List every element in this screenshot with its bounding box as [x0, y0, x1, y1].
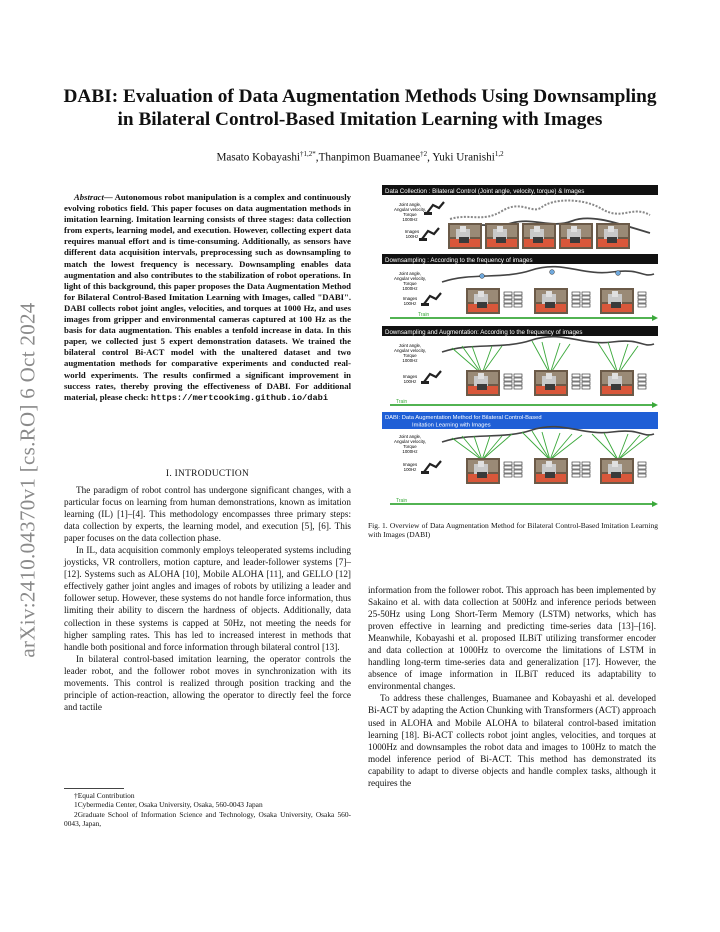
footnote: †Equal Contribution — [74, 791, 135, 800]
svg-text:Angular velocity,: Angular velocity, — [394, 348, 426, 353]
figure-caption: Fig. 1. Overview of Data Augmentation Method for Bilateral Control-Based Imitation Learning with Images (DABI) — [368, 521, 658, 540]
footnotes — [64, 791, 351, 829]
intro-paragraph: In IL, data acquisition commonly employs teleoperated systems including joysticks, VR controllers, motion capture, and leader-follower systems [7]–[12]. Systems such as ALOHA [10], Mobile ALOHA [11], and GELLO [12] effectively gather joint angles and images of robots by utilizing a leader and follower setup. However, these systems do not handle force information, thus limiting their ability to discern the hardness of objects. Additionally, data collection in these systems is capped at 50Hz, not meeting the needs for higher sampling rates. This has led to increased interest in methods that handle both positional and force information through bilateral control [13]. — [64, 545, 351, 652]
svg-text:Images: Images — [402, 296, 418, 301]
footnote-rule — [64, 788, 124, 789]
svg-text:Train: Train — [418, 312, 430, 318]
svg-text:Angular velocity,: Angular velocity, — [394, 276, 426, 281]
svg-text:Images: Images — [404, 229, 420, 234]
svg-text:100Hz: 100Hz — [403, 301, 417, 306]
svg-text:Torque: Torque — [403, 281, 417, 286]
svg-text:Angular velocity,: Angular velocity, — [394, 439, 426, 444]
svg-text:100Hz: 100Hz — [403, 379, 417, 384]
svg-text:Train: Train — [396, 498, 408, 504]
svg-text:100Hz: 100Hz — [405, 234, 419, 239]
svg-text:Torque: Torque — [403, 353, 417, 358]
intro-left-column — [64, 484, 351, 713]
author-line: Masato Kobayashi$^{\dagger 1,2*}$,Thanpimon Buamanee$^{\dagger 2}$, Yuki Uranishi$^{1,2}$ — [216, 150, 504, 164]
footnote: 2Graduate School of Information Science and Technology, Osaka University, Osaka 560-0043, Japan, — [64, 809, 351, 829]
svg-text:Joint angle,: Joint angle, — [398, 202, 422, 207]
panel-dabi — [382, 412, 658, 507]
svg-text:Torque: Torque — [403, 444, 417, 449]
panel-downsampling-augmentation — [382, 326, 658, 408]
svg-text:Images: Images — [402, 374, 418, 379]
svg-text:Joint angle,: Joint angle, — [398, 271, 422, 276]
svg-text:Downsampling and Augmentation:: Downsampling and Augmentation: According to the frequency of images — [385, 329, 583, 336]
project-url-link[interactable]: https://mertcookimg.github.io/dabi — [150, 392, 329, 403]
svg-text:Joint angle,: Joint angle, — [398, 434, 422, 439]
svg-text:Joint angle,: Joint angle, — [398, 343, 422, 348]
intro-paragraph: The paradigm of robot control has undergone significant changes, with a particular focus on learning from human demonstrations, known as imitation learning (IL) [1]–[4]. This methodology encompasses three primary steps: data collection by experts, the learning model, and execution [5], [6]. This paper focuses on the data collection phase. — [64, 485, 351, 544]
arxiv-stamp — [0, 0, 54, 932]
svg-text:DABI: Data Augmentation Method: DABI: Data Augmentation Method for Bilateral Control-Based — [385, 415, 542, 421]
panel-downsampling — [382, 254, 658, 321]
paper-title: DABI: Evaluation of Data Augmentation Methods Using Downsampling in Bilateral Control-Based Imitation Learning with Images — [63, 86, 657, 130]
svg-text:Imitation Learning with Images: Imitation Learning with Images — [412, 422, 491, 429]
svg-text:1000Hz: 1000Hz — [402, 449, 418, 454]
svg-text:Downsampling : According to th: Downsampling : According to the frequency of images — [385, 257, 533, 264]
svg-text:1000Hz: 1000Hz — [402, 358, 418, 363]
section-heading-introduction: I. INTRODUCTION — [165, 469, 250, 479]
svg-text:1000Hz: 1000Hz — [402, 286, 418, 291]
intro-paragraph: In bilateral control-based imitation learning, the operator controls the leader robot, and the follower robot moves in synchronization with its movements. This control is realized through position tracking and the principle of action-reaction, allowing the operator to directly feel the force and tactile — [64, 653, 351, 712]
svg-text:Angular velocity,: Angular velocity, — [394, 207, 426, 212]
footnote: 1Cybermedia Center, Osaka University, Osaka, 560-0043 Japan — [74, 800, 263, 810]
abstract — [64, 192, 351, 404]
svg-text:Torque: Torque — [403, 212, 417, 217]
abstract-text: — Autonomous robot manipulation is a complex and continuously evolving robotics field. This paper focuses on data augmentation methods in imitation learning. Imitation learning consists of three stages: data collection from experts, learning model, and execution. However, collecting expert data requires manual effort and is time-consuming. Additionally, as sensors have different data acquisition intervals, preprocessing such as downsampling to match the lowest frequency is necessary. Downsampling enables data augmentation and also contributes to the stabilization of robot operations. In light of this background, this paper proposes the Data Augmentation Method for Bilateral Control-Based Imitation Learning with Images, called "DABI". DABI collects robot joint angles, velocities, and torques at 1000 Hz, and uses images from gripper and environmental cameras captured at 100 Hz as the basis for data augmentation. This enables a tenfold increase in data. In this paper, we collected just 5 expert demonstration datasets. We trained the bilateral control Bi-ACT model with the unaltered dataset and two augmentation methods for comparative experiments and conducted real-world experiments. The results confirmed a significant improvement in success rates, thereby proving the effectiveness of DABI. For additional material, please check: — [64, 192, 351, 402]
svg-text:100Hz: 100Hz — [403, 467, 417, 472]
svg-text:Images: Images — [402, 462, 418, 467]
intro-paragraph: information from the follower robot. This approach has been implemented by Sakaino et al. with data collection at 500Hz and inference periods between 25-50Hz using Long Short-Term Memory (LSTM) networks, which has proven effective in learning and predicting time-series data [13]–[16]. Meanwhile, Kobayashi et al. proposed ILBiT utilizing transformer encoder and data collection at 1000Hz to overcome the limitations of LSTM in handling long-term time-series data and generalization [17]. However, the absence of image information in ILBiT reduced its adaptability to environmental changes. — [368, 585, 656, 692]
abstract-label: Abstract — [74, 192, 104, 202]
intro-paragraph: To address these challenges, Buamanee and Kobayashi et al. developed Bi-ACT by adapting the Action Chunking with Transformers (ACT) approach used in ALOHA and Mobile ALOHA to bilateral control-based imitation learning [18]. Bi-ACT collects robot joint angles, velocities, and torques at 1000Hz and downsamples the robot data and images to 100Hz to match the model inference period of Bi-ACT. This method has demonstrated its capability to adapt to diverse objects and handle complex tasks, although it requires the — [368, 693, 656, 788]
intro-right-column — [368, 584, 656, 789]
svg-text:1000Hz: 1000Hz — [402, 217, 418, 222]
figure-1-diagram — [382, 185, 658, 512]
panel-title: Data Collection : Bilateral Control (Joint angle, velocity, torque) & Images — [385, 188, 585, 195]
arxiv-id: arXiv:2410.04370v1 [cs.RO] 6 Oct 2024 — [15, 302, 40, 658]
panel-data-collection — [382, 185, 658, 249]
svg-text:Train: Train — [396, 399, 408, 405]
